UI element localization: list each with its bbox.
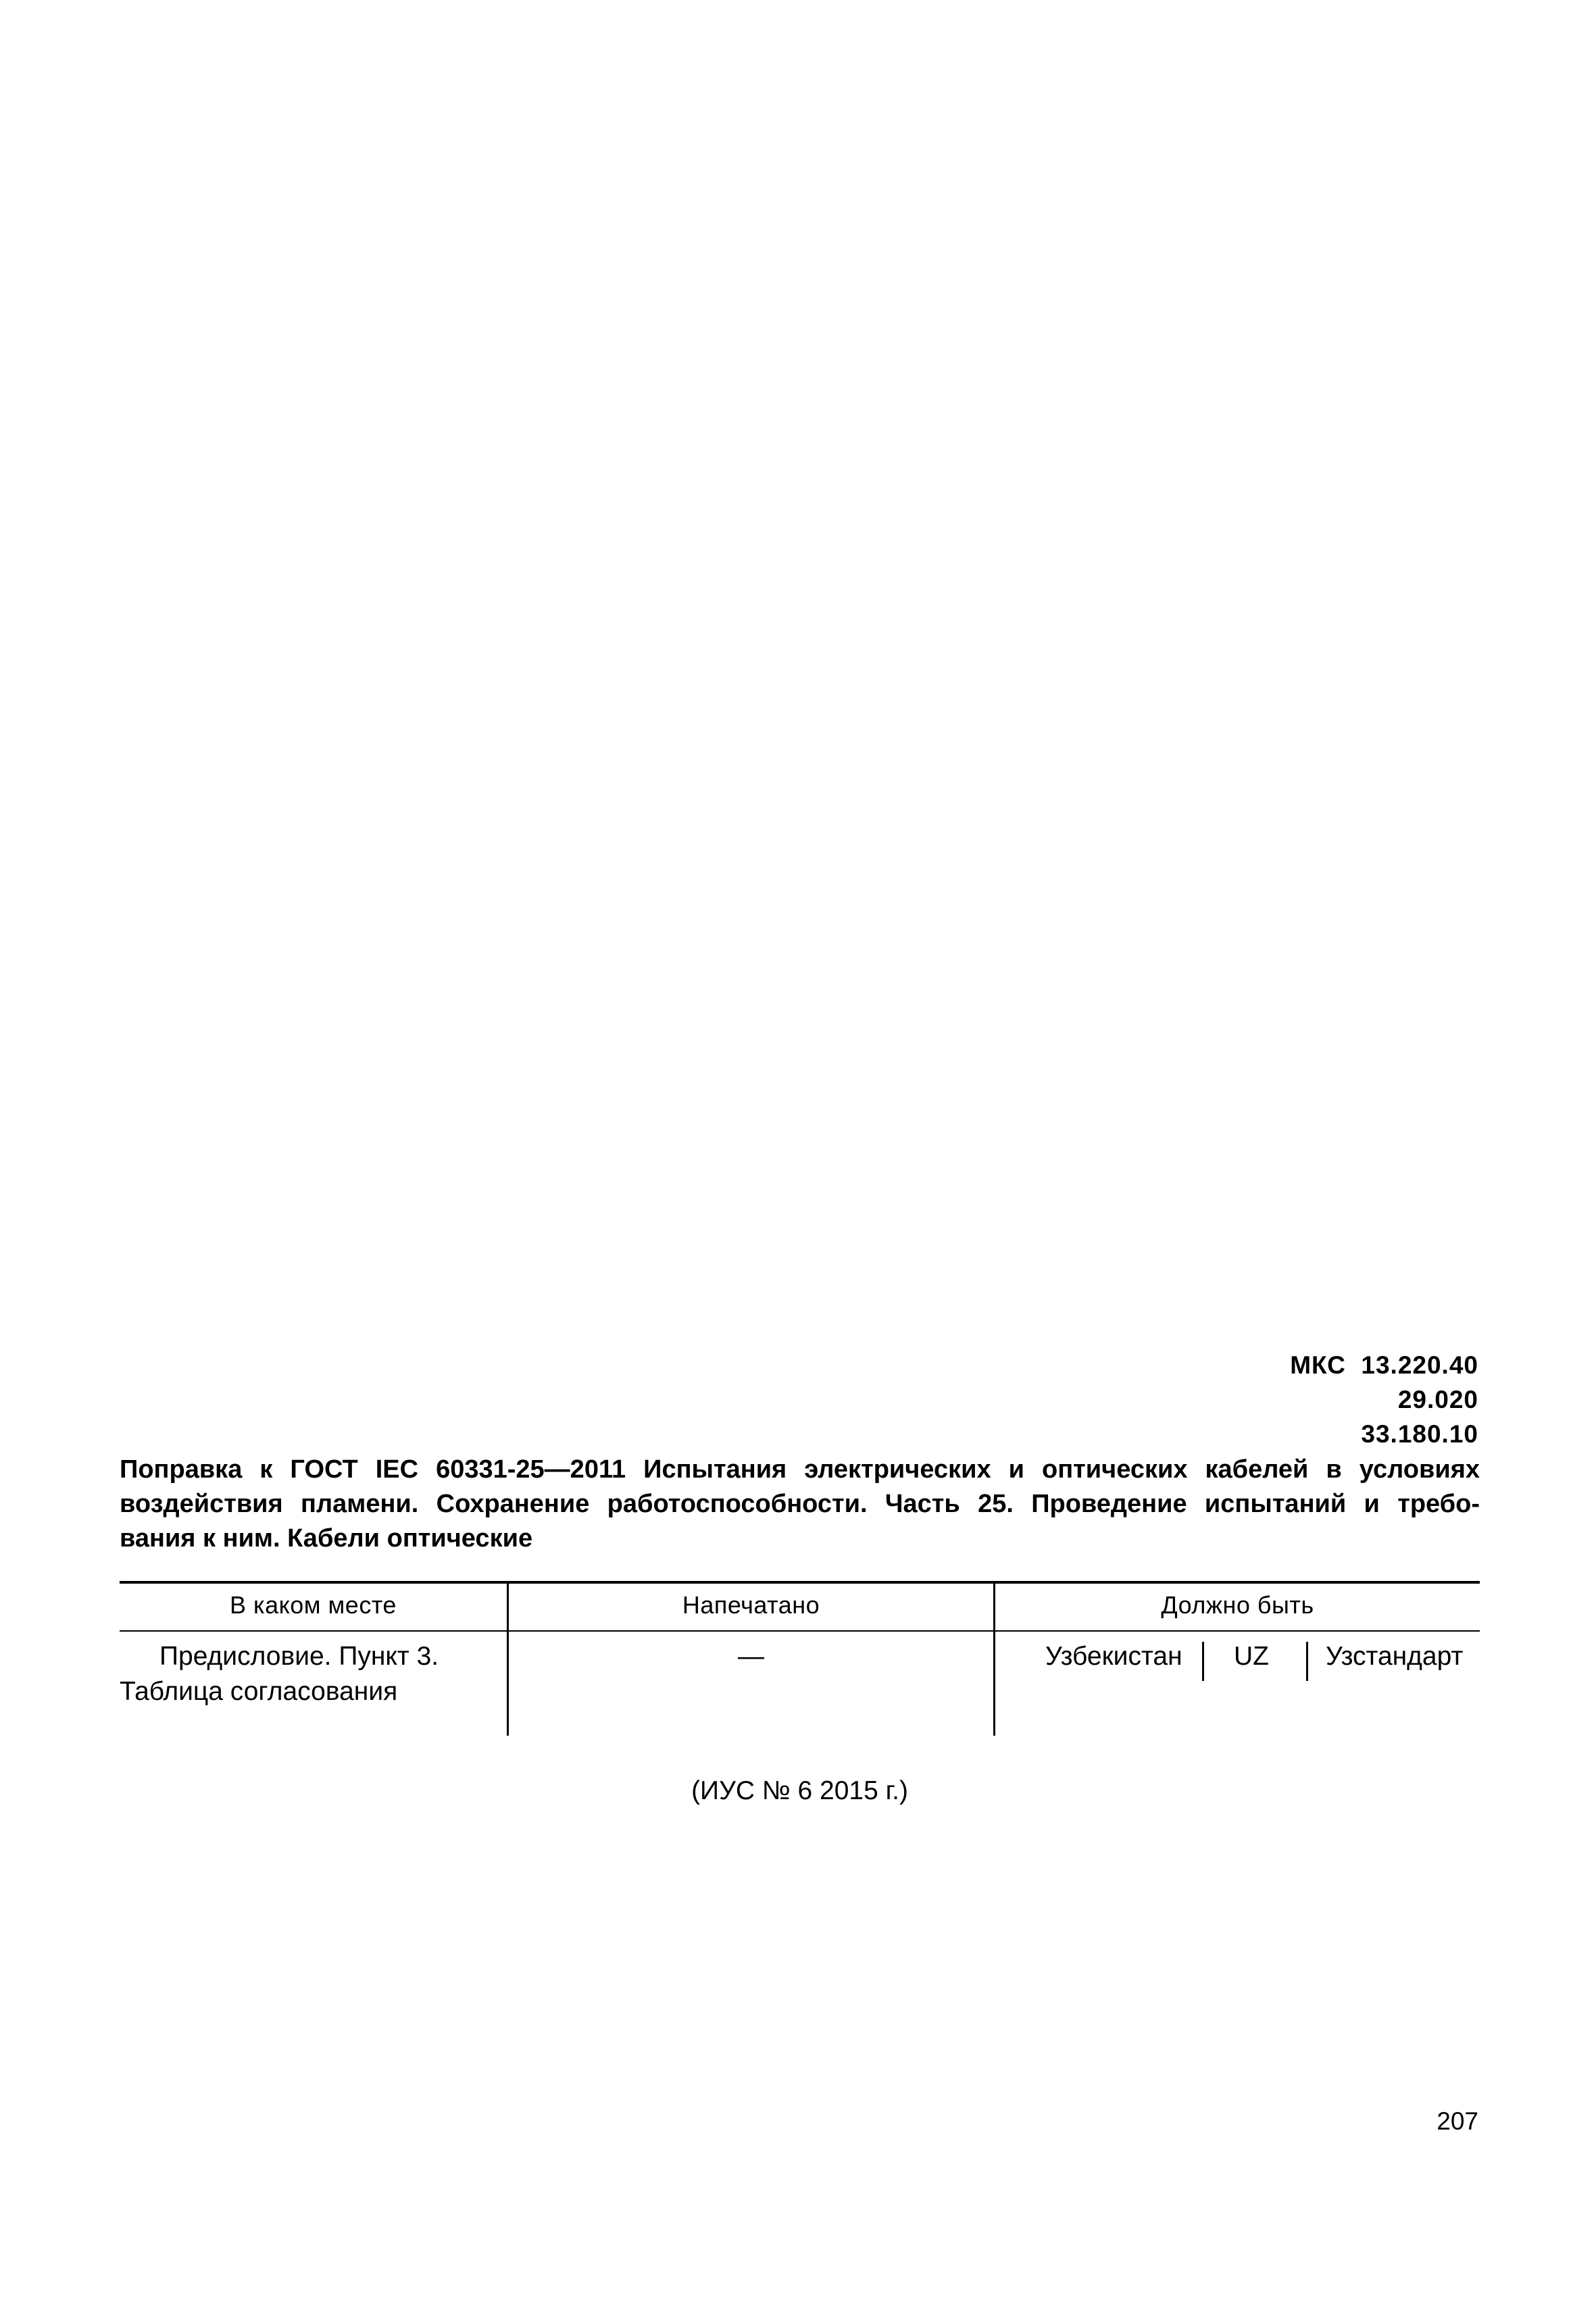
table-cell-place-line-1: Предисловие. Пункт 3. — [159, 1642, 439, 1671]
page-number: 207 — [1437, 2107, 1478, 2135]
table-cell-standards-body: Узстандарт — [1326, 1642, 1464, 1671]
title-line-1: Поправка к ГОСТ IEC 60331-25—2011 Испытания электрических и оптических кабелей в условиях — [120, 1455, 1480, 1484]
table-cell-separator-2 — [1306, 1642, 1308, 1681]
table-header-should-be: Должно быть — [1161, 1591, 1314, 1619]
table-cell-separator-1 — [1202, 1642, 1204, 1681]
issue-note: (ИУС № 6 2015 г.) — [691, 1776, 908, 1805]
classification-label: МКС — [1290, 1351, 1346, 1379]
title-line-2: воздействия пламени. Сохранение работоспособности. Часть 25. Проведение испытаний и требо- — [120, 1490, 1480, 1518]
table-header-printed: Напечатано — [682, 1591, 820, 1619]
table-cell-place-line-2: Таблица согласования — [120, 1677, 398, 1706]
table-cell-printed: — — [738, 1642, 764, 1671]
amendment-title — [120, 1453, 1480, 1556]
classification-line-1 — [1149, 1348, 1478, 1382]
classification-block — [1149, 1348, 1478, 1451]
table-top-rule — [120, 1581, 1480, 1584]
classification-code-1: 13.220.40 — [1361, 1351, 1478, 1379]
table-header-rule — [120, 1630, 1480, 1632]
classification-code-2: 29.020 — [1397, 1386, 1478, 1413]
table-cell-country-code: UZ — [1234, 1642, 1269, 1671]
table-header-place: В каком месте — [230, 1591, 397, 1619]
title-line-3: вания к ним. Кабели оптические — [120, 1524, 533, 1553]
classification-code-3: 33.180.10 — [1361, 1420, 1478, 1448]
table-cell-country: Узбекистан — [1045, 1642, 1182, 1671]
